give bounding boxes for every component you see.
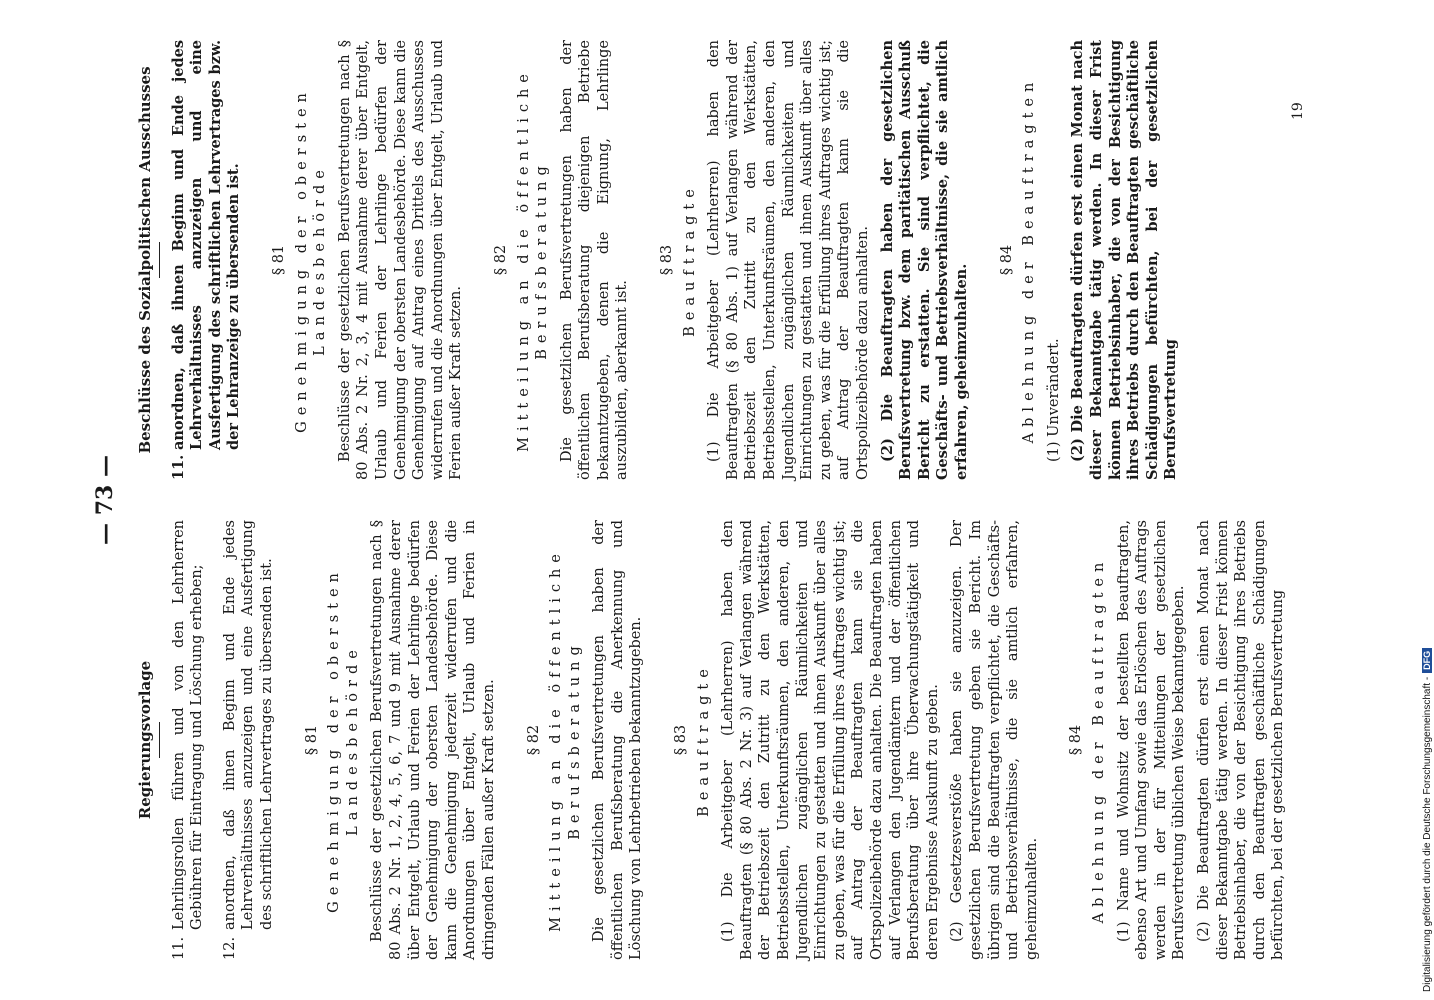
column-ausschuss-beschluesse (136, 40, 1187, 480)
section-heading-84: § 84 (998, 244, 1015, 276)
credit-text: Digitalisierung gefördert durch die Deutsche Forschungsgemeinschaft - (1421, 676, 1433, 992)
section-title-82: Mitteilung an die öffentliche Berufsberatung (515, 68, 551, 452)
section-text-81: Beschlüsse der gesetzlichen Berufsvertretungen nach § 80 Abs. 2 Nr. 1, 2, 4, 5, 6, 7 und 9 mit Ausnahme derer über Entgelt, Urlaub und Ferien der Lehrlinge bedürfen der Genehmigung der obersten Landesbehörde. Diese kann die Genehmigung jederzeit widerrufen und die Anordnungen über Entgelt, Urlaub und Ferien in dringenden Fällen außer Kraft setzen. (369, 520, 497, 960)
section-text-82: Die gesetzlichen Berufsvertretungen haben der öffentlichen Berufsberatung diejenigen Betriebe bekanntzugeben, denen die Eignung, Lehrlinge auszubilden, aberkannt ist. (558, 40, 631, 480)
item-number: 12. (221, 936, 238, 960)
item-text: Lehrlingsrollen führen und von den Lehrherren Gebühren für Eintragung und Löschung erheben; (170, 520, 206, 930)
section-heading-83: § 83 (673, 724, 690, 756)
section-heading-84: § 84 (1068, 724, 1085, 756)
item-text: anordnen, daß ihnen Beginn und Ende jedes Lehrverhältnisses anzuzeigen und eine Ausfertigung des schriftlichen Lehrvertrages bzw. der Lehranzeige zu übersenden ist. (169, 40, 243, 450)
section-title-82: Mitteilung an die öffentliche Berufsberatung (548, 548, 583, 932)
section-paragraph-83-1: (1) Die Arbeitgeber (Lehrherren) haben den Beauftragten (§ 80 Abs. 2 Nr. 3) auf Verlangen während der Betriebszeit den Zutritt zu den Werkstätten, Betriebsstellen, Unterkunftsräumen, den anderen, den Jugendlichen zugänglichen Räumlichkeiten und Einrichtungen zu gestatten und ihnen Auskunft über alles zu geben, was für die Erfüllung ihres Auftrages wichtig ist; auf Antrag der Beauftragten kann sie die Ortspolizeibehörde dazu anhalten. Die Beauftragten haben auf Verlangen den Jugendämtern und der öffentlichen Berufsberatung über ihre Überwachungstätigkeit und deren Ergebnisse Auskunft zu geben. (720, 520, 941, 960)
section-paragraph-83-2: (2) Gesetzesverstöße haben sie anzuzeigen. Der gesetzlichen Berufsvertretung geben sie Bericht. Im übrigen sind die Beauftragten verpflichtet, die Geschäfts- und Betriebsverhältnisse, die sie amtlich erfahren, geheimzuhalten. (949, 520, 1040, 960)
list-item (170, 40, 244, 480)
scanned-page (90, 40, 1320, 960)
footer-number: 19 (1290, 102, 1306, 120)
section-paragraph-84-2: (2) Die Beauftragten dürfen erst einen Monat nach dieser Bekanntgabe tätig werden. In dieser Frist können Betriebsinhaber, die von der Besichtigung ihres Betriebs durch den Beauftragten geschäftliche Schädigungen befürchten, bei der gesetzlichen Berufsvertretung (1195, 520, 1287, 960)
section-heading-81: § 81 (303, 724, 320, 756)
title-rule (159, 242, 160, 278)
section-heading-82: § 82 (525, 724, 542, 756)
list-item (170, 520, 207, 960)
item-number: 11. (169, 454, 187, 480)
section-title-81: Genehmigung der obersten Landesbehörde (293, 87, 329, 433)
section-paragraph-84-1: (1) Unverändert. (1045, 338, 1062, 462)
section-title-83: Beauftragte (681, 183, 698, 337)
section-heading-83: § 83 (659, 244, 676, 276)
page-number: — 73 — (92, 455, 118, 545)
section-text-81: Beschlüsse der gesetzlichen Berufsvertretungen nach § 80 Abs. 2 Nr. 2, 3, 4 mit Ausnahme derer über Entgelt, Urlaub und Ferien der Lehrlinge bedürfen der Genehmigung der obersten Landesbehörde. Diese kann die Genehmigung auf Antrag eines Drittels des Ausschusses widerrufen und die Anordnungen über Entgelt, Urlaub und Ferien außer Kraft setzen. (336, 40, 465, 480)
column-title: Regierungsvorlage (136, 660, 154, 820)
section-paragraph-84-1: (1) Name und Wohnsitz der bestellten Beauftragten, ebenso Art und Umfang sowie das Erlöschen des Auftrags werden in der für Mitteilungen der gesetzlichen Berufsvertretung üblichen Weise bekanntgegeben. (1115, 520, 1188, 960)
section-title-81: Genehmigung der obersten Landesbehörde (326, 567, 361, 913)
list-item (221, 520, 277, 960)
column-title: Beschlüsse des Sozialpolitischen Ausschusses (136, 66, 154, 454)
section-title-84: Ablehnung der Beauftragten (1090, 556, 1107, 924)
section-heading-82: § 82 (492, 244, 509, 276)
section-text-82: Die gesetzlichen Berufsvertretungen haben der öffentlichen Berufsberatung die Anerkennung und Löschung von Lehrbetrieben bekanntzugeben. (591, 520, 645, 960)
section-paragraph-83-2: (2) Die Beauftragten haben der gesetzlichen Berufsvertretung bzw. dem paritätischen Ausschuß Bericht zu erstatten. Sie sind verpflichtet, die Geschäfts- und Betriebsverhältnisse, die sie amtlich erfahren, geheimzuhalten. (878, 40, 970, 480)
dfg-logo: DFG (1422, 648, 1432, 673)
title-rule (159, 722, 160, 758)
page-header (90, 40, 136, 960)
item-number: 11. (170, 936, 187, 960)
digitization-credit (1420, 8, 1434, 992)
item-text: anordnen, daß ihnen Beginn und Ende jedes Lehrverhältnisses anzuzeigen und eine Ausfertigung des schriftlichen Lehrvertrages zu übersenden ist. (221, 520, 275, 930)
column-regierungsvorlage (136, 520, 1294, 960)
section-paragraph-83-1: (1) Die Arbeitgeber (Lehrherren) haben den Beauftragten (§ 80 Abs. 1) auf Verlangen während der Betriebszeit den Zutritt zu den Werkstätten, Betriebsstellen, Unterkunftsräumen, den anderen, den Jugendlichen zugänglichen Räumlichkeiten und Einrichtungen zu gestatten und ihnen Auskunft über alles zu geben, was für die Erfüllung ihres Auftrages wichtig ist; auf Antrag der Beauftragten kann sie die Ortspolizeibehörde dazu anhalten. (706, 40, 871, 480)
section-title-83: Beauftragte (695, 663, 712, 817)
section-title-84: Ablehnung der Beauftragten (1021, 76, 1038, 444)
section-paragraph-84-2: (2) Die Beauftragten dürfen erst einen Monat nach dieser Bekanntgabe tätig werden. In dieser Frist können Betriebsinhaber, die von der Besichtigung ihres Betriebs durch den Beauftragten geschäftliche Schädigungen befürchten, bei der gesetzlichen Berufsvertretung (1069, 40, 1180, 480)
section-heading-81: § 81 (270, 244, 287, 276)
